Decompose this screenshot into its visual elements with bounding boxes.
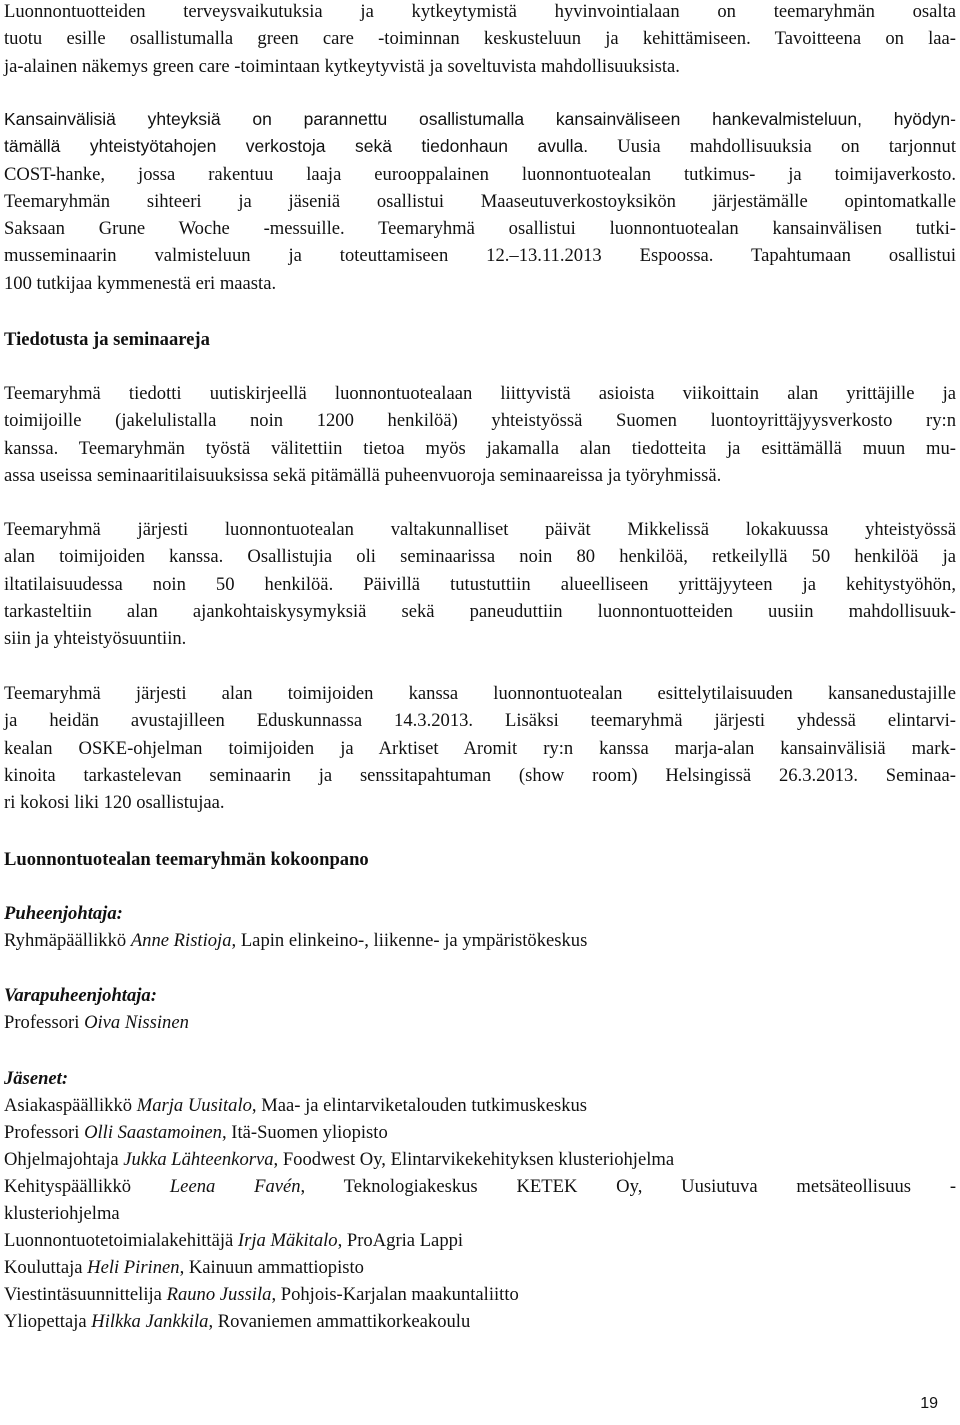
member-entry <box>4 1281 956 1308</box>
text-line: tuotu esille osallistumalla green care -toiminnan keskusteluun ja kehittämiseen. Tavoitteena on laa- <box>4 28 956 50</box>
text-line: Saksaan Grune Woche -messuille. Teemaryhmä osallistui luonnontuotealan kansainvälisen tutki- <box>4 218 956 240</box>
member-entry <box>4 1254 956 1281</box>
member-name: Marja Uusitalo <box>136 1095 252 1116</box>
member-entry <box>4 1173 956 1200</box>
paragraph-newsletter <box>4 380 956 489</box>
members-list <box>4 1092 956 1335</box>
member-org: , Kainuun ammattiopisto <box>179 1257 364 1278</box>
text-line: tarkasteltiin alan ajankohtaiskysymyksiä sekä paneuduttiin luonnontuotteiden uusiin mahdollisuuk- <box>4 600 956 622</box>
member-org: , Lapin elinkeino-, liikenne- ja ympäristökeskus <box>231 930 588 951</box>
text-line-part: Uusia mahdollisuuksia on tarjonnut <box>588 136 956 158</box>
member-name: Leena Favén <box>169 1176 301 1197</box>
member-title: Kehityspäällikkö <box>4 1176 170 1197</box>
paragraph-national-days <box>4 516 956 652</box>
paragraph-green-care <box>4 0 956 80</box>
member-name: Hilkka Jankkila <box>91 1311 209 1332</box>
member-title: Luonnontuotetoimialakehittäjä <box>4 1230 238 1251</box>
member-name: Jukka Lähteenkorva <box>123 1149 274 1170</box>
member-org: , Rovaniemen ammattikorkeakoulu <box>208 1311 471 1332</box>
role-vice-chair: Varapuheenjohtaja: <box>4 985 157 1006</box>
member-name: Rauno Jussila <box>166 1284 272 1305</box>
role-members: Jäsenet: <box>4 1068 69 1089</box>
vice-chair-entry <box>4 1009 189 1036</box>
text-line: Teemaryhmän sihteeri ja jäseniä osallistui Maaseutuverkostoyksikön järjestämälle opintomatkalle <box>4 190 956 212</box>
text-line: alan toimijoiden kanssa. Osallistujia oli seminaarissa noin 80 henkilöä, retkeilyllä 50 henkilöä ja <box>4 546 956 568</box>
text-line: musseminaarin valmisteluun ja toteuttamiseen 12.–13.11.2013 Espoossa. Tapahtumaan osallistui <box>4 245 956 267</box>
text-line: assa useissa seminaaritilaisuuksissa sekä pitämällä puheenvuoroja seminaareissa ja työryhmissä. <box>4 464 722 486</box>
member-title: Viestintäsuunnittelija <box>4 1284 167 1305</box>
member-name: Irja Mäkitalo <box>237 1230 338 1251</box>
member-entry-continuation: klusteriohjelma <box>4 1203 120 1224</box>
text-line: ri kokosi liki 120 osallistujaa. <box>4 792 225 814</box>
page-number: 19 <box>920 1395 938 1412</box>
chair-entry <box>4 927 587 954</box>
text-line: Teemaryhmä järjesti alan toimijoiden kanssa luonnontuotealan esittelytilaisuuden kansanedustajille <box>4 683 956 704</box>
paragraph-parliament <box>4 680 956 816</box>
text-line: ja-alainen näkemys green care -toimintaan kytkeytyvistä ja soveltuvista mahdollisuuksista. <box>4 55 680 77</box>
member-title: Ryhmäpäällikkö <box>4 930 131 951</box>
member-entry <box>4 1092 956 1119</box>
member-title: Yliopettaja <box>4 1311 92 1332</box>
member-name: Heli Pirinen <box>87 1257 180 1278</box>
member-title: Professori <box>4 1122 85 1143</box>
text-line: COST-hanke, jossa rakentuu laaja eurooppalainen luonnontuotealan tutkimus- ja toimijaverkosto. <box>4 163 956 185</box>
text-line: Teemaryhmä tiedotti uutiskirjeellä luonnontuotealaan liittyvistä asioista viikoittain alan yrittäjille ja <box>4 383 956 404</box>
text-line: 100 tutkijaa kymmenestä eri maasta. <box>4 272 277 294</box>
member-org: , ProAgria Lappi <box>337 1230 464 1251</box>
text-line-part: tämällä yhteistyötahojen verkostoja sekä tiedonhaun avulla. <box>4 136 589 157</box>
text-line <box>4 106 956 133</box>
section-heading-communication: Tiedotusta ja seminaareja <box>4 329 210 350</box>
text-line: Luonnontuotteiden terveysvaikutuksia ja kytkeytymistä hyvinvointialaan on teemaryhmän osalta <box>4 1 956 22</box>
text-line-part: Kansainvälisiä yhteyksiä on parannettu osallistumalla kansainväliseen hankevalmisteluun, hyödyn- <box>4 109 956 129</box>
paragraph-international <box>4 106 956 297</box>
member-title: Kouluttaja <box>4 1257 88 1278</box>
text-line: Teemaryhmä järjesti luonnontuotealan valtakunnalliset päivät Mikkelissä lokakuussa yhteistyössä <box>4 519 956 540</box>
member-org: , Maa- ja elintarviketalouden tutkimuskeskus <box>251 1095 588 1116</box>
member-title: Asiakaspäällikkö <box>4 1095 137 1116</box>
text-line: kanssa. Teemaryhmän työstä välitettiin tietoa myös jakamalla alan tiedotteita ja esittämällä muun mu- <box>4 437 956 459</box>
text-line: kealan OSKE-ohjelman toimijoiden ja Arktiset Aromit ry:n kanssa marja-alan kansainvälisiä mark- <box>4 737 956 759</box>
section-heading-composition: Luonnontuotealan teemaryhmän kokoonpano <box>4 849 369 870</box>
text-line: kinoita tarkastelevan seminaarin ja senssitapahtuman (show room) Helsingissä 26.3.2013. Seminaa- <box>4 764 956 786</box>
member-org: , Teknologiakeskus KETEK Oy, Uusiutuva metsäteollisuus - <box>300 1176 957 1197</box>
member-name: Olli Saastamoinen <box>84 1122 222 1143</box>
member-title: Professori <box>4 1012 85 1033</box>
member-name: Oiva Nissinen <box>84 1012 189 1033</box>
text-line: siin ja yhteistyösuuntiin. <box>4 628 187 650</box>
member-org: , Foodwest Oy, Elintarvikekehityksen klusteriohjelma <box>273 1149 675 1170</box>
member-entry <box>4 1146 956 1173</box>
text-line <box>4 133 956 160</box>
member-org: , Pohjois-Karjalan maakuntaliitto <box>271 1284 519 1305</box>
member-entry <box>4 1227 956 1254</box>
role-chair: Puheenjohtaja: <box>4 903 123 924</box>
member-name: Anne Ristioja <box>130 930 232 951</box>
text-line: ja heidän avustajilleen Eduskunnassa 14.3.2013. Lisäksi teemaryhmä järjesti yhdessä elintarvi- <box>4 710 956 732</box>
member-title: Ohjelmajohtaja <box>4 1149 124 1170</box>
text-line: iltatilaisuudessa noin 50 henkilöä. Päivillä tutustuttiin alueelliseen yrittäjyyteen ja kehitystyöhön, <box>4 573 956 595</box>
member-entry <box>4 1308 956 1335</box>
text-line: toimijoille (jakelulistalla noin 1200 henkilöä) yhteistyössä Suomen luontoyrittäjyysverkosto ry:n <box>4 410 956 432</box>
member-org: , Itä-Suomen yliopisto <box>221 1122 388 1143</box>
member-entry <box>4 1119 956 1146</box>
